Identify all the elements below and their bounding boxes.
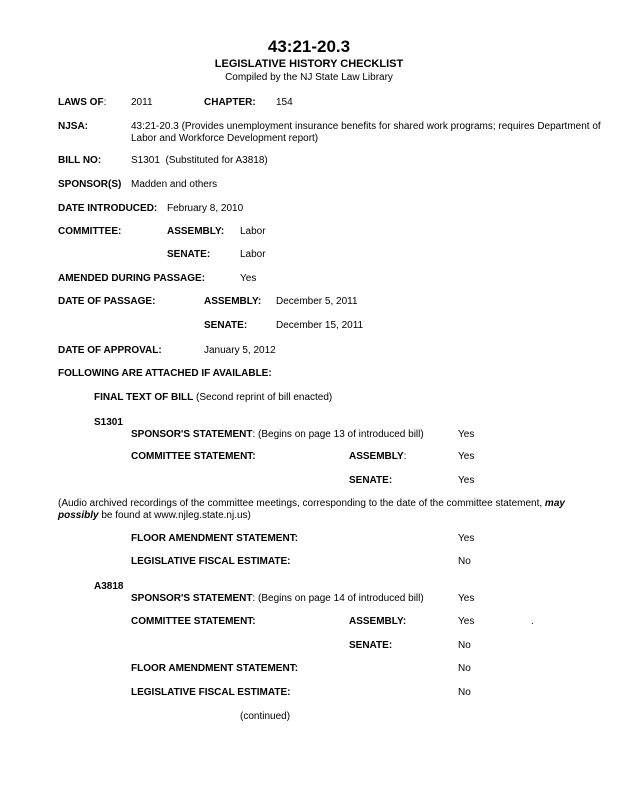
passage-senate-label: SENATE: — [204, 320, 248, 331]
bill-no-value: S1301 (Substituted for A3818) — [131, 155, 268, 166]
njsa-value: 43:21-20.3 (Provides unemployment insurance benefits for shared work programs; requires Department of Labor and Workforce Development report) — [131, 121, 601, 144]
njsa-label: NJSA: — [58, 121, 89, 132]
bill-no-label: BILL NO: — [58, 155, 102, 166]
committee-assembly-label: ASSEMBLY: — [167, 226, 225, 237]
final-text-line: FINAL TEXT OF BILL (Second reprint of bill enacted) — [94, 392, 333, 403]
a3818-fiscal-label: LEGISLATIVE FISCAL ESTIMATE: — [131, 687, 291, 698]
s1301-committee-label: COMMITTEE STATEMENT: — [131, 451, 256, 462]
a3818-fiscal-value: No — [458, 687, 471, 698]
a3818-floor-value: No — [458, 663, 471, 674]
attached-heading: FOLLOWING ARE ATTACHED IF AVAILABLE: — [58, 368, 272, 379]
sponsor-label: SPONSOR(S) — [58, 179, 122, 190]
chapter-value: 154 — [276, 97, 293, 108]
amended-label: AMENDED DURING PASSAGE: — [58, 273, 206, 284]
date-introduced-label: DATE INTRODUCED: — [58, 203, 158, 214]
approval-label: DATE OF APPROVAL: — [58, 345, 162, 356]
a3818-floor-label: FLOOR AMENDMENT STATEMENT: — [131, 663, 299, 674]
a3818-senate-value: No — [458, 640, 471, 651]
page-title: 43:21-20.3 — [267, 37, 351, 56]
committee-assembly-value: Labor — [240, 226, 266, 237]
s1301-senate-label: SENATE: — [349, 475, 393, 486]
a3818-assembly-value: Yes — [458, 616, 475, 627]
s1301-bill-label: S1301 — [94, 417, 123, 428]
s1301-senate-value: Yes — [458, 475, 475, 486]
committee-label: COMMITTEE: — [58, 226, 122, 237]
approval-value: January 5, 2012 — [204, 345, 276, 356]
s1301-fiscal-label: LEGISLATIVE FISCAL ESTIMATE: — [131, 556, 291, 567]
s1301-sponsor-value: Yes — [458, 429, 475, 440]
passage-assembly-value: December 5, 2011 — [276, 296, 358, 307]
committee-senate-label: SENATE: — [167, 249, 211, 260]
s1301-assembly-label: ASSEMBLY: — [349, 451, 407, 462]
a3818-bill-label: A3818 — [94, 581, 124, 592]
s1301-floor-label: FLOOR AMENDMENT STATEMENT: — [131, 533, 299, 544]
a3818-stray-dot: . — [531, 616, 534, 627]
a3818-assembly-label: ASSEMBLY: — [349, 616, 407, 627]
s1301-fiscal-value: No — [458, 556, 471, 567]
compiled-by: Compiled by the NJ State Law Library — [225, 72, 393, 83]
passage-assembly-label: ASSEMBLY: — [204, 296, 262, 307]
a3818-sponsor-statement: SPONSOR'S STATEMENT: (Begins on page 14 of introduced bill) — [131, 593, 424, 604]
a3818-sponsor-value: Yes — [458, 593, 475, 604]
passage-senate-value: December 15, 2011 — [276, 320, 364, 331]
audio-note: (Audio archived recordings of the committee meetings, corresponding to the date of the committee statement, may possibly be found at www.njleg.state.nj.us) — [58, 498, 565, 521]
sponsor-value: Madden and others — [131, 179, 218, 190]
committee-senate-value: Labor — [240, 249, 266, 260]
laws-of-year: 2011 — [131, 97, 153, 108]
chapter-label: CHAPTER: — [204, 97, 256, 108]
amended-value: Yes — [240, 273, 257, 284]
continued-note: (continued) — [240, 711, 291, 722]
s1301-floor-value: Yes — [458, 533, 475, 544]
s1301-assembly-value: Yes — [458, 451, 475, 462]
passage-label: DATE OF PASSAGE: — [58, 296, 156, 307]
a3818-senate-label: SENATE: — [349, 640, 393, 651]
s1301-sponsor-statement: SPONSOR'S STATEMENT: (Begins on page 13 of introduced bill) — [131, 429, 424, 440]
date-introduced-value: February 8, 2010 — [167, 203, 244, 214]
a3818-committee-label: COMMITTEE STATEMENT: — [131, 616, 256, 627]
laws-of-label: LAWS OF: — [58, 97, 107, 108]
page-subtitle: LEGISLATIVE HISTORY CHECKLIST — [214, 58, 404, 70]
